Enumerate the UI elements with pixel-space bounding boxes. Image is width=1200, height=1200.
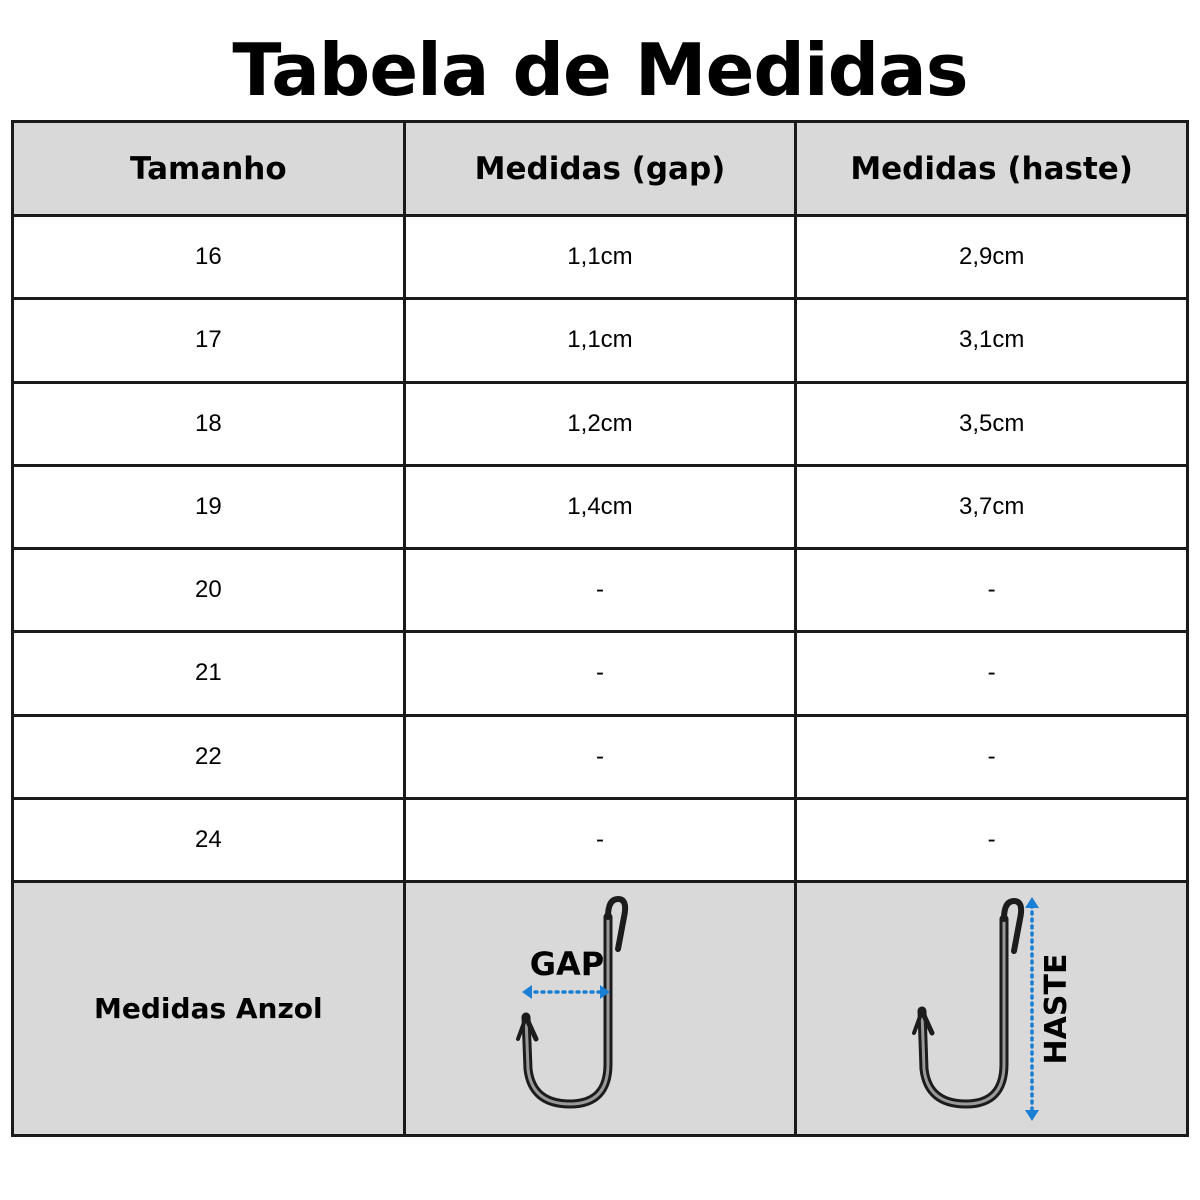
cell-tamanho: 16 (13, 216, 405, 299)
cell-gap: 1,1cm (404, 299, 796, 382)
cell-gap: - (404, 549, 796, 632)
cell-tamanho: 17 (13, 299, 405, 382)
gap-illustration-cell (404, 882, 796, 1136)
cell-gap: 1,1cm (404, 216, 796, 299)
cell-tamanho: 21 (13, 632, 405, 715)
fish-hook-haste-icon (872, 889, 1112, 1129)
cell-gap: - (404, 632, 796, 715)
table-row (13, 632, 1188, 715)
cell-tamanho: 22 (13, 715, 405, 798)
cell-tamanho: 20 (13, 549, 405, 632)
hook-measurements-row (13, 882, 1188, 1136)
gap-label: GAP (529, 944, 605, 983)
cell-gap: - (404, 798, 796, 881)
cell-tamanho: 24 (13, 798, 405, 881)
table-row (13, 549, 1188, 632)
table-row (13, 715, 1188, 798)
table-row (13, 382, 1188, 465)
table-header-row (13, 122, 1188, 216)
cell-haste: - (796, 632, 1188, 715)
cell-haste: - (796, 549, 1188, 632)
cell-gap: 1,4cm (404, 465, 796, 548)
footer-label: Medidas Anzol (13, 882, 405, 1136)
header-tamanho: Tamanho (13, 122, 405, 216)
header-medidas-gap: Medidas (gap) (404, 122, 796, 216)
header-medidas-haste: Medidas (haste) (796, 122, 1188, 216)
cell-haste: 3,5cm (796, 382, 1188, 465)
haste-illustration-cell (796, 882, 1188, 1136)
cell-haste: 3,1cm (796, 299, 1188, 382)
haste-label: HASTE (1038, 953, 1074, 1065)
table-row (13, 299, 1188, 382)
cell-tamanho: 19 (13, 465, 405, 548)
table-row (13, 216, 1188, 299)
fish-hook-gap-icon (490, 889, 710, 1129)
measurements-table (11, 120, 1189, 1137)
table-row (13, 465, 1188, 548)
cell-gap: - (404, 715, 796, 798)
cell-haste: 2,9cm (796, 216, 1188, 299)
cell-haste: 3,7cm (796, 465, 1188, 548)
cell-haste: - (796, 798, 1188, 881)
page-title: Tabela de Medidas (232, 28, 968, 112)
table-row (13, 798, 1188, 881)
cell-haste: - (796, 715, 1188, 798)
cell-gap: 1,2cm (404, 382, 796, 465)
cell-tamanho: 18 (13, 382, 405, 465)
